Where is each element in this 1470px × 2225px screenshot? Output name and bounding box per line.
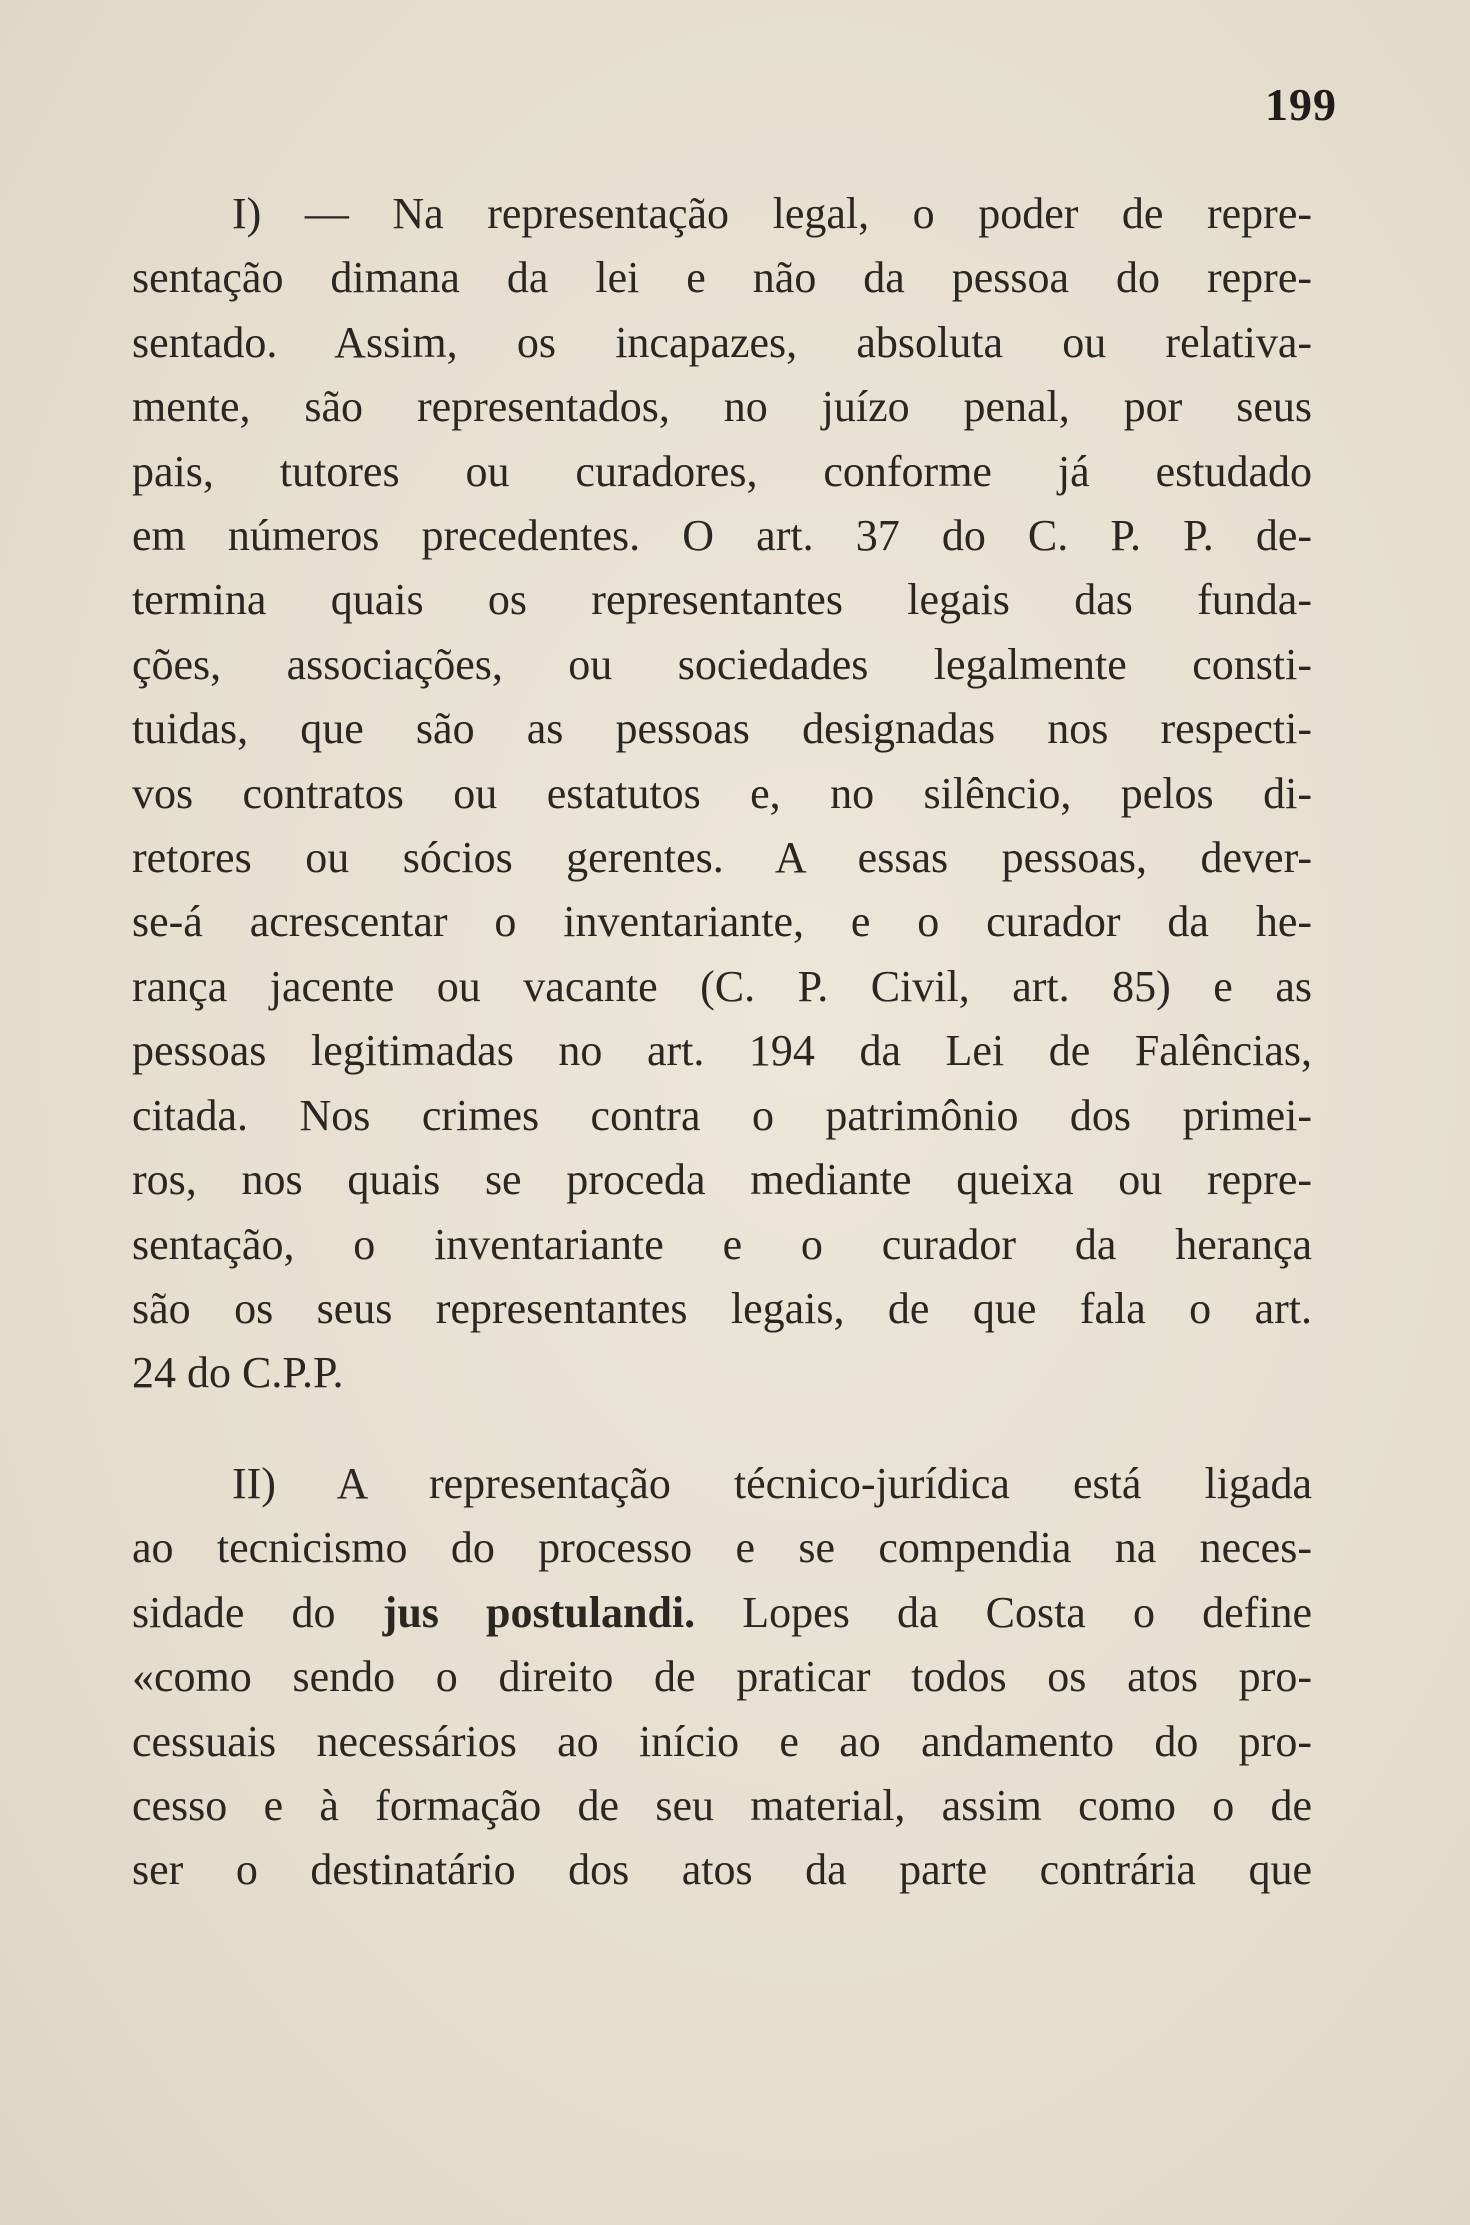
text-line: vos contratos ou estatutos e, no silêncio, pelos di- (132, 768, 1312, 818)
text-line: citada. Nos crimes contra o patrimônio dos primei- (132, 1090, 1312, 1140)
text-line: cesso e à formação de seu material, assim como o de (132, 1781, 1312, 1831)
text-line: rança jacente ou vacante (C. P. Civil, art. 85) e as (132, 961, 1312, 1011)
paragraph-technical-representation (132, 1452, 1312, 1903)
text-line: mente, são representados, no juízo penal, por seus (132, 382, 1312, 432)
text-line: sentação, o inventariante e o curador da herança (132, 1219, 1312, 1269)
paragraph-legal-representation (132, 182, 1312, 1406)
page-number: 199 (1265, 79, 1337, 130)
text-segment: Lopes da Costa o define (695, 1587, 1313, 1637)
text-line-with-emphasis (132, 1581, 1312, 1645)
text-line: retores ou sócios gerentes. A essas pessoas, dever- (132, 833, 1312, 883)
text-line: sentado. Assim, os incapazes, absoluta ou relativa- (132, 317, 1312, 367)
text-line: tuidas, que são as pessoas designadas nos respecti- (132, 704, 1312, 754)
text-line: ções, associações, ou sociedades legalmente consti- (132, 639, 1312, 689)
text-line: «como sendo o direito de praticar todos os atos pro- (132, 1652, 1312, 1702)
text-line: cessuais necessários ao início e ao andamento do pro- (132, 1716, 1312, 1766)
text-line: se-á acrescentar o inventariante, e o curador da he- (132, 897, 1312, 947)
text-line: ao tecnicismo do processo e se compendia na neces- (132, 1523, 1312, 1573)
text-line: pessoas legitimadas no art. 194 da Lei de Falências, (132, 1026, 1312, 1076)
text-line: 24 do C.P.P. (132, 1348, 344, 1398)
text-line: são os seus representantes legais, de que fala o art. (132, 1283, 1312, 1333)
text-line: ser o destinatário dos atos da parte contrária que (132, 1845, 1312, 1895)
text-line: termina quais os representantes legais das funda- (132, 575, 1312, 625)
text-line: ros, nos quais se proceda mediante queixa ou repre- (132, 1155, 1312, 1205)
text-line: em números precedentes. O art. 37 do C. P. P. de- (132, 511, 1312, 561)
emphasis-jus-postulandi: jus postulandi. (382, 1587, 696, 1637)
text-line: pais, tutores ou curadores, conforme já estudado (132, 446, 1312, 496)
text-line: I) — Na representação legal, o poder de repre- (232, 189, 1312, 238)
text-segment: sidade do (132, 1587, 383, 1637)
text-line: sentação dimana da lei e não da pessoa do repre- (132, 253, 1312, 303)
text-line: II) A representação técnico-jurídica está ligada (232, 1459, 1312, 1508)
